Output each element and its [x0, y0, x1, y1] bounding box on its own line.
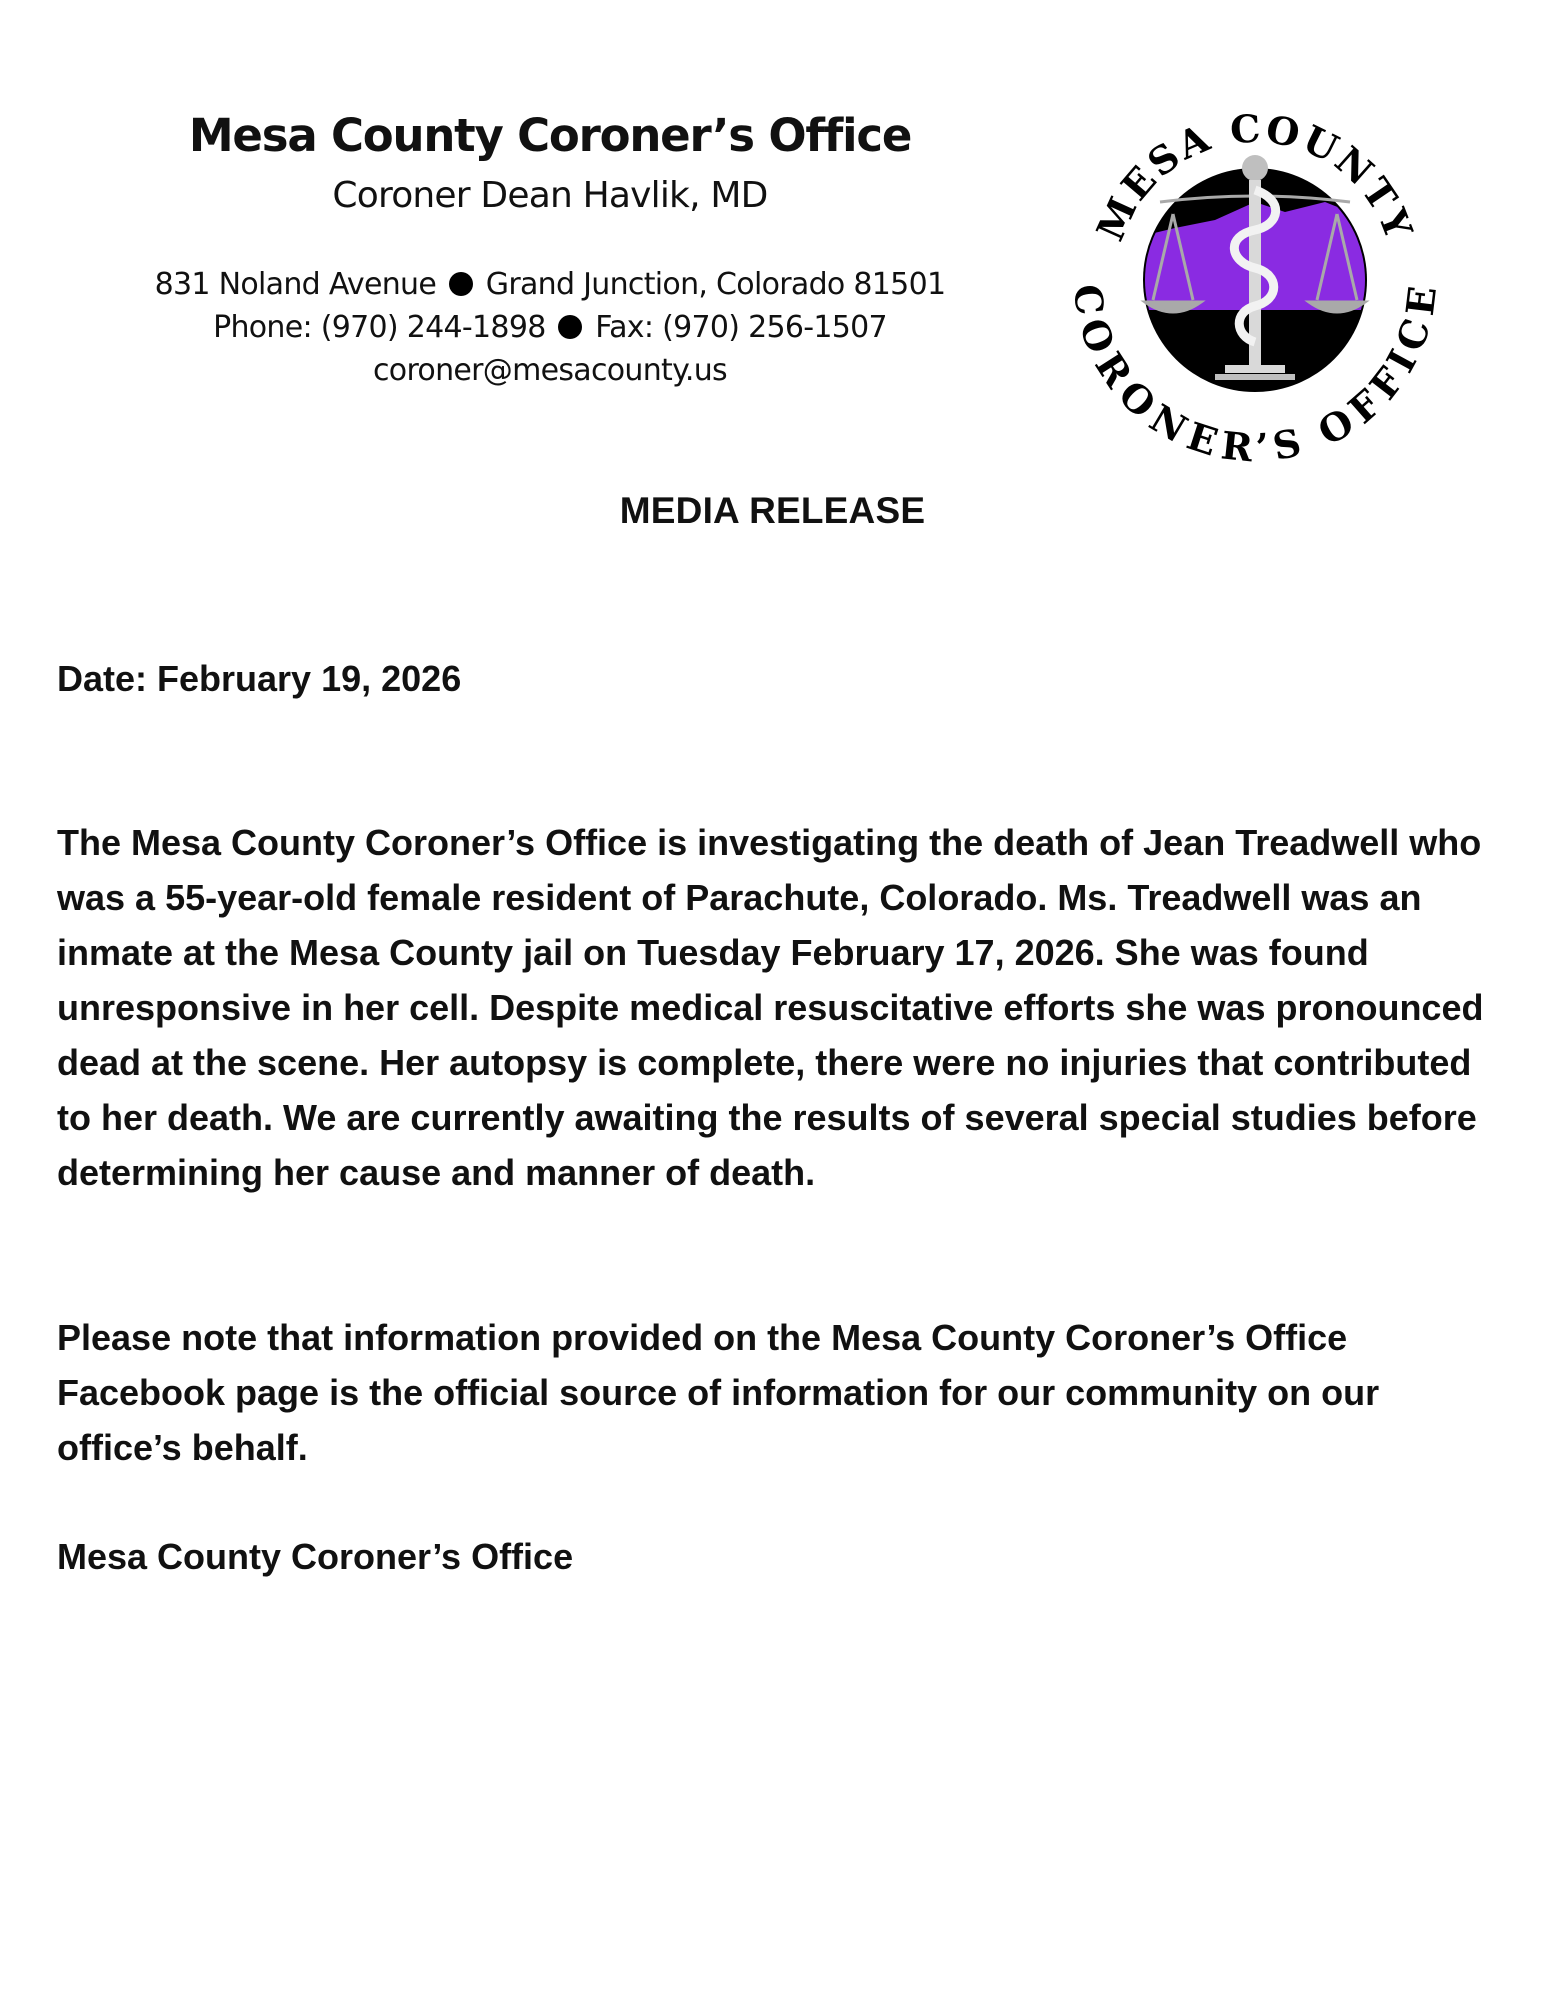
- coroner-name: Coroner Dean Havlik, MD: [332, 174, 768, 216]
- email-address: coroner@mesacounty.us: [373, 353, 727, 389]
- media-release-heading: MEDIA RELEASE: [619, 490, 926, 531]
- address-line: [100, 263, 1000, 306]
- release-paragraph-1: The Mesa County Coroner’s Office is investigating the death of Jean Treadwell who was a 55-year-old female resident of Parachute, Colorado. Ms. Treadwell was an inmate at the Mesa County jail on Tuesday February 17, 2026. She was found unresponsive in her cell. Despite medical resuscitative efforts she was pronounced dead at the scene. Her autopsy is complete, there were no injuries that contributed to her death. We are currently awaiting the results of several special studies before determining her cause and manner of death.: [57, 822, 1484, 1193]
- contact-info: [100, 263, 1000, 392]
- seal-bottom-text: CORONER’S OFFICE: [1065, 281, 1445, 470]
- letterhead: [100, 110, 1000, 392]
- address-city: Grand Junction, Colorado 81501: [485, 267, 946, 303]
- seal-top-text: MESA COUNTY: [1087, 105, 1423, 248]
- coroner-seal-logo: [1065, 90, 1445, 470]
- release-paragraph-2: Please note that information provided on the Mesa County Coroner’s Office Facebook page is the official source of information for our community on our office’s behalf.: [57, 1317, 1380, 1468]
- address-street: 831 Noland Avenue: [154, 267, 437, 303]
- bullet-dot-icon: [558, 315, 582, 339]
- fax-number: Fax: (970) 256-1507: [595, 310, 887, 346]
- phone-fax-line: [100, 306, 1000, 349]
- release-signoff: Mesa County Coroner’s Office: [57, 1536, 574, 1577]
- phone-number: Phone: (970) 244-1898: [213, 310, 546, 346]
- office-title: Mesa County Coroner’s Office: [188, 109, 912, 162]
- bullet-dot-icon: [449, 272, 473, 296]
- release-date: Date: February 19, 2026: [57, 658, 462, 699]
